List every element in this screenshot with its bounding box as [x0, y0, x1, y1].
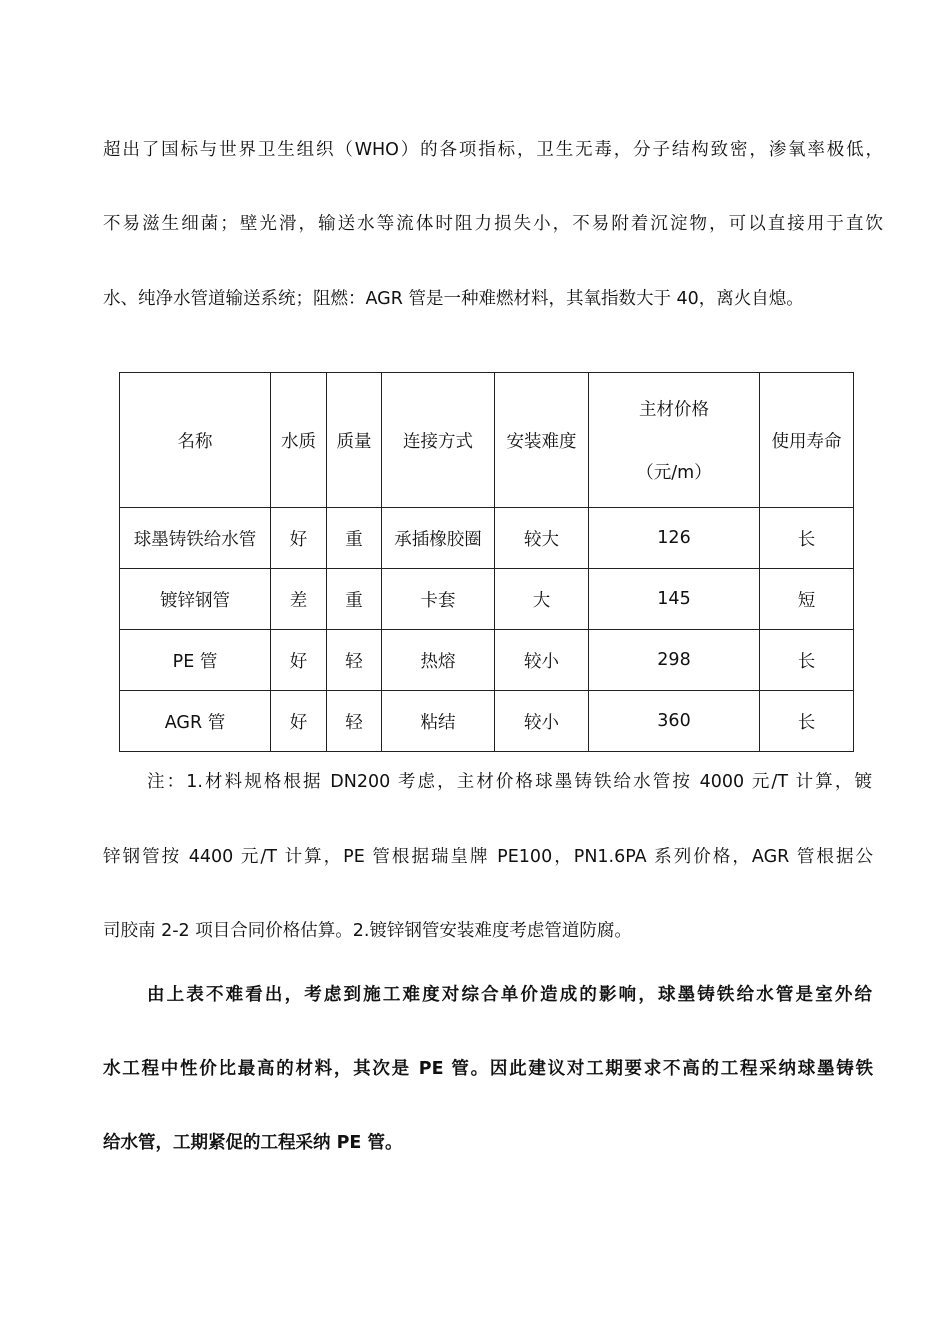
header-water-quality: 水质 [271, 373, 327, 508]
conclusion-line: 给水管，工期紧促的工程采纳 PE 管。 [103, 1133, 403, 1153]
cell-lifespan: 长 [760, 508, 854, 569]
header-connection: 连接方式 [382, 373, 495, 508]
header-name: 名称 [120, 373, 271, 508]
cell-name: PE 管 [120, 630, 271, 691]
cell-price: 298 [589, 630, 760, 691]
header-weight: 质量 [327, 373, 382, 508]
table-row [120, 630, 854, 691]
cell-weight: 轻 [327, 691, 382, 752]
cell-name: 镀锌钢管 [120, 569, 271, 630]
cell-difficulty: 较小 [495, 630, 589, 691]
table-row [120, 569, 854, 630]
note-line: 锌钢管按 4400 元/T 计算，PE 管根据瑞皇牌 PE100，PN1.6PA 系列价格，AGR 管根据公 [103, 847, 873, 867]
table-row [120, 691, 854, 752]
cell-connection: 热熔 [382, 630, 495, 691]
cell-difficulty: 大 [495, 569, 589, 630]
cell-lifespan: 长 [760, 691, 854, 752]
cell-price: 145 [589, 569, 760, 630]
cell-weight: 重 [327, 508, 382, 569]
cell-price: 126 [589, 508, 760, 569]
header-lifespan: 使用寿命 [760, 373, 854, 508]
cell-difficulty: 较大 [495, 508, 589, 569]
cell-water-quality: 好 [271, 630, 327, 691]
cell-lifespan: 长 [760, 630, 854, 691]
conclusion-line: 由上表不难看出，考虑到施工难度对综合单价造成的影响，球墨铸铁给水管是室外给 [147, 985, 872, 1005]
header-price [589, 373, 760, 508]
pipe-comparison-table [119, 372, 854, 752]
header-difficulty: 安装难度 [495, 373, 589, 508]
conclusion-line: 水工程中性价比最高的材料，其次是 PE 管。因此建议对工期要求不高的工程采纳球墨铸铁 [103, 1059, 873, 1079]
table-row [120, 508, 854, 569]
cell-name: 球墨铸铁给水管 [120, 508, 271, 569]
cell-name: AGR 管 [120, 691, 271, 752]
cell-weight: 重 [327, 569, 382, 630]
table-header-row [120, 373, 854, 508]
cell-water-quality: 差 [271, 569, 327, 630]
cell-water-quality: 好 [271, 691, 327, 752]
cell-lifespan: 短 [760, 569, 854, 630]
header-price-unit: （元/m） [636, 463, 712, 483]
cell-difficulty: 较小 [495, 691, 589, 752]
intro-line: 超出了国标与世界卫生组织（WHO）的各项指标，卫生无毒，分子结构致密，渗氧率极低， [103, 140, 883, 160]
cell-price: 360 [589, 691, 760, 752]
header-price-label: 主材价格 [639, 400, 709, 420]
cell-water-quality: 好 [271, 508, 327, 569]
intro-line: 水、纯净水管道输送系统；阻燃：AGR 管是一种难燃材料，其氧指数大于 40，离火自熄。 [103, 289, 804, 309]
note-line: 注：1.材料规格根据 DN200 考虑，主材价格球墨铸铁给水管按 4000 元/T 计算，镀 [147, 772, 872, 792]
cell-weight: 轻 [327, 630, 382, 691]
note-line: 司胶南 2-2 项目合同价格估算。2.镀锌钢管安装难度考虑管道防腐。 [103, 921, 632, 941]
intro-line: 不易滋生细菌；壁光滑，输送水等流体时阻力损失小，不易附着沉淀物，可以直接用于直饮 [103, 214, 883, 234]
cell-connection: 粘结 [382, 691, 495, 752]
cell-connection: 承插橡胶圈 [382, 508, 495, 569]
cell-connection: 卡套 [382, 569, 495, 630]
